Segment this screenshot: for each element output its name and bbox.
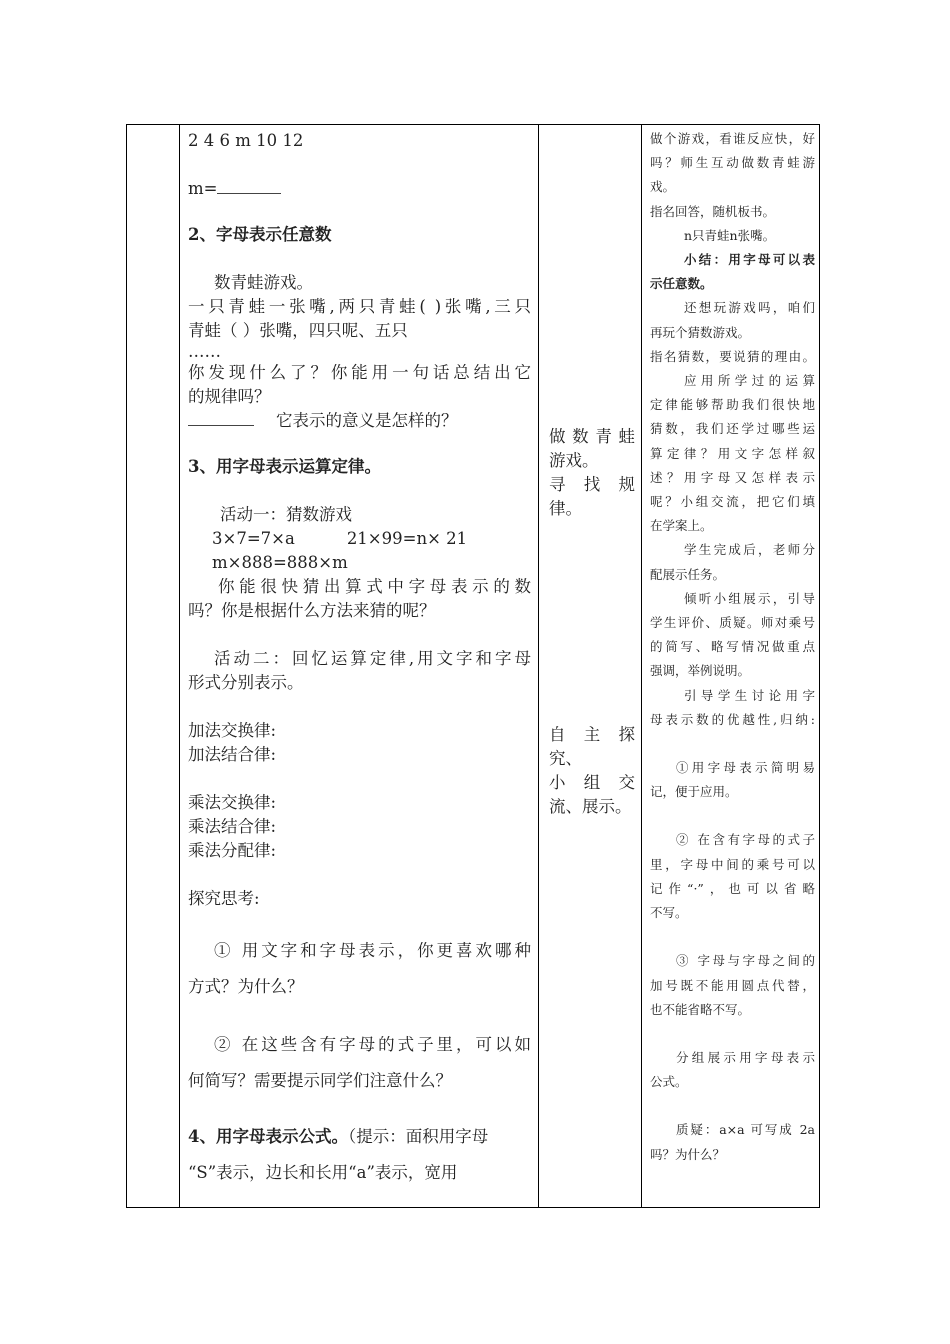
answer-blank <box>217 177 281 194</box>
explore-title: 探究思考: <box>188 889 260 908</box>
answer-blank <box>188 409 254 426</box>
student-activity-line: 自 主 探 <box>549 725 635 744</box>
section-heading: 2、字母表示任意数 <box>188 225 332 244</box>
section4-hint: “S”表示，边长和长用“a”表示，宽用 <box>188 1163 458 1182</box>
law-line: 乘法结合律: <box>188 817 277 836</box>
law-line: 加法交换律: <box>188 721 277 740</box>
teacher-note-line: 不写。 <box>650 905 688 921</box>
teacher-note-line: 在学案上。 <box>650 518 713 534</box>
explore-question: ② 在这些含有字母的式子里，可以如 <box>214 1035 531 1054</box>
number-sequence: 2 4 6 m 10 12 <box>188 131 304 150</box>
student-activity-line: 究、 <box>549 749 582 768</box>
section4-line <box>188 1119 531 1155</box>
stage-column <box>127 125 179 1207</box>
teacher-summary: 小结：用字母可以表 <box>684 252 815 268</box>
law-line: 乘法分配律: <box>188 841 277 860</box>
frog-game-title: 数青蛙游戏。 <box>214 273 313 292</box>
teacher-summary: 示任意数。 <box>650 276 713 292</box>
teacher-note-line: 母表示数的优越性,归纳: <box>650 711 815 727</box>
teacher-note-line: 加号既不能用圆点代替， <box>650 977 815 993</box>
m-answer-line: m= <box>188 177 531 201</box>
explore-question: 方式？为什么？ <box>188 977 304 996</box>
section-heading: 3、用字母表示运算定律。 <box>188 457 381 476</box>
teacher-note-line: n只青蛙n张嘴。 <box>684 227 776 243</box>
formula-line: m×888=888×m <box>212 553 348 572</box>
meaning-question-line: 它表示的意义是怎样的？ <box>188 409 531 433</box>
frog-question: 青蛙（ ）张嘴，四只呢、五只 <box>188 321 408 340</box>
teacher-note-line: ③ 字母与字母之间的 <box>676 953 815 969</box>
teacher-note-line: 戏。 <box>650 179 676 195</box>
teacher-note-line: 述？用字母又怎样表示 <box>650 469 815 485</box>
teacher-note-line: 的简写、略写情况做重点 <box>650 639 815 655</box>
student-activity-line: 游戏。 <box>549 451 599 470</box>
teacher-note-line: 再玩个猜数游戏。 <box>650 324 751 340</box>
teacher-note-line: 记作“·”，也可以省略 <box>650 880 815 896</box>
guess-question: 吗？你是根据什么方法来猜的呢？ <box>188 601 436 620</box>
student-activity-line: 流、展示。 <box>549 797 632 816</box>
student-activity-line: 小 组 交 <box>549 773 635 792</box>
student-activity-line: 律。 <box>549 499 582 518</box>
teacher-note-line: 强调，举例说明。 <box>650 663 751 679</box>
teacher-note-line: 也不能省略不写。 <box>650 1001 751 1017</box>
teacher-note-line: 学生完成后，老师分 <box>684 542 815 558</box>
teacher-note-line: 分组展示用字母表示 <box>676 1049 815 1065</box>
ellipsis: …… <box>188 342 221 361</box>
teacher-note-line: 指名猜数，要说猜的理由。 <box>650 348 815 364</box>
teaching-content-column <box>179 125 539 1207</box>
teacher-note-line: 里，字母中间的乘号可以 <box>650 856 815 872</box>
teacher-note-line: 记，便于应用。 <box>650 784 738 800</box>
section4-hint: （提示：面积用字母 <box>347 1127 489 1146</box>
teacher-note-line: ② 在含有字母的式子 <box>676 832 815 848</box>
activity-title: 活动一：猜数游戏 <box>220 505 352 524</box>
student-activity-line: 寻 找 规 <box>549 475 635 494</box>
teacher-note-line: ①用字母表示简明易 <box>676 760 815 776</box>
explore-question: 何简写？需要提示同学们注意什么？ <box>188 1071 452 1090</box>
formula-line: 3×7=7×a 21×99=n× 21 <box>212 529 468 548</box>
student-activity-line: 做数青蛙 <box>549 427 635 446</box>
lesson-plan-table <box>126 124 820 1208</box>
teacher-note-line: 引导学生讨论用字 <box>684 687 815 703</box>
teacher-note-line: 应用所学过的运算 <box>684 373 815 389</box>
teacher-note-line: 猜数，我们还学过哪些运 <box>650 421 815 437</box>
activity-description: 形式分别表示。 <box>188 673 304 692</box>
teacher-note-line: 配展示任务。 <box>650 566 726 582</box>
student-activity-block <box>549 425 635 521</box>
teacher-note-line: 公式。 <box>650 1074 688 1090</box>
teacher-note-line: 定律能够帮助我们很快地 <box>650 397 815 413</box>
teacher-note-line: 算定律？用文字怎样叙 <box>650 445 815 461</box>
teacher-note-line: 吗？为什么？ <box>650 1146 726 1162</box>
teacher-note-line: 倾听小组展示，引导 <box>684 590 815 606</box>
section-heading: 4、用字母表示公式。 <box>188 1127 348 1146</box>
teacher-note-line: 质疑：a×a 可写成 2a <box>676 1122 815 1138</box>
discovery-question: 的规律吗？ <box>188 387 271 406</box>
law-line: 加法结合律: <box>188 745 277 764</box>
explore-question: ① 用文字和字母表示，你更喜欢哪种 <box>214 941 531 960</box>
guess-question: 你能很快猜出算式中字母表示的数 <box>218 577 531 596</box>
teacher-note-line: 指名回答，随机板书。 <box>650 203 776 219</box>
student-activity-block <box>549 723 635 819</box>
student-activity-column <box>539 125 642 1207</box>
teacher-note-line: 呢？小组交流，把它们填 <box>650 494 815 510</box>
teacher-note-line: 吗？师生互动做数青蛙游 <box>650 155 815 171</box>
teacher-activity-column <box>642 125 821 1207</box>
teacher-note-line: 还想玩游戏吗，咱们 <box>684 300 815 316</box>
frog-question: 一只青蛙一张嘴,两只青蛙( )张嘴,三只 <box>188 297 531 316</box>
teacher-note-line: 学生评价、质疑。师对乘号 <box>650 615 815 631</box>
discovery-question: 你发现什么了？你能用一句话总结出它 <box>188 363 531 382</box>
teacher-note-line: 做个游戏，看谁反应快，好 <box>650 131 815 146</box>
law-line: 乘法交换律: <box>188 793 277 812</box>
activity-title: 活动二：回忆运算定律,用文字和字母 <box>214 649 531 668</box>
